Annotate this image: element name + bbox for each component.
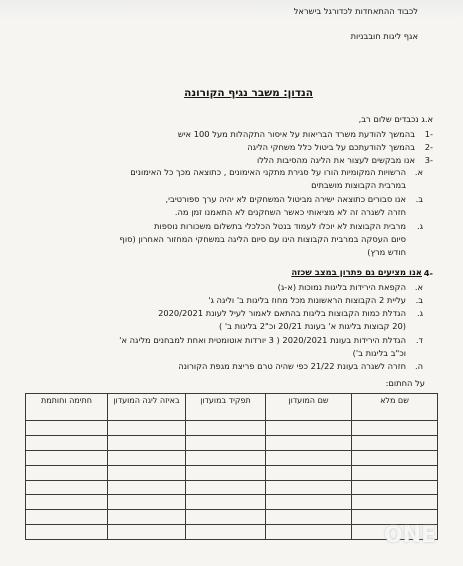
signature-cell: [26, 525, 108, 540]
greeting: א.ג נכבדים שלום רב,: [358, 114, 433, 124]
signature-row: [26, 465, 438, 480]
item-1-text: בהמשך להודעת משרד הבריאות על איסור התקהלות מעל 100 איש: [177, 129, 415, 139]
reason-a-line: במרבית הקבוצות מושבתים: [311, 180, 406, 190]
signature-cell: [108, 450, 186, 465]
signature-cell: [266, 480, 352, 495]
signature-row: [26, 435, 438, 450]
column-header: באיזה ליגה המועדון: [108, 394, 186, 421]
signature-cell: [186, 480, 266, 495]
reason-b-line: חזרה לשגרה זה לא מציאותי כאשר השחקנים לא התאמנו זמן מה.: [174, 207, 406, 217]
signature-cell: [352, 465, 438, 480]
reason-c-line: סיום העסקה במרבית הקבוצות הינו עם סיום הליגה במשחקי המחזור האחרון (סוף: [119, 234, 406, 244]
signature-cell: [266, 435, 352, 450]
signature-cell: [108, 495, 186, 510]
column-header: תפקיד במועדון: [186, 394, 266, 421]
section-4-title: אנו מציעים גם פתרון במצב שכזה: [291, 268, 422, 278]
item-3-number: -3: [424, 155, 433, 165]
reason-c-line: חודש מרץ): [367, 247, 406, 257]
proposal-b-letter: ב.: [415, 295, 423, 305]
signature-cell: [186, 510, 266, 525]
recipient-line: לכבוד ההתאחדות לכדורגל בישראל: [293, 6, 418, 16]
signature-row: [26, 480, 438, 495]
signature-row: [26, 421, 438, 436]
signature-cell: [186, 421, 266, 436]
signature-cell: [266, 525, 352, 540]
section-4-number: -4: [423, 268, 433, 278]
watermark-logo: ONE: [384, 523, 437, 548]
column-header: חתימה וחותמת: [26, 394, 108, 421]
signature-cell: [186, 465, 266, 480]
signature-cell: [352, 450, 438, 465]
signature-cell: [352, 480, 438, 495]
reason-c-line: מרבית הקבוצות לא יוכלו לעמוד בנטל הכלכלי בתשלום משכורות נוספות: [154, 221, 406, 231]
proposal-a-letter: א.: [414, 282, 423, 292]
reason-a-letter: א.: [414, 167, 423, 177]
signature-cell: [266, 495, 352, 510]
department-line: אגף ליגות חובבניות: [350, 31, 418, 41]
signature-cell: [108, 435, 186, 450]
signature-cell: [26, 450, 108, 465]
column-header: שם מלא: [352, 394, 438, 421]
signature-row: [26, 510, 438, 525]
signature-cell: [26, 465, 108, 480]
signature-cell: [352, 495, 438, 510]
proposal-e-letter: ה.: [414, 361, 423, 371]
signature-cell: [26, 435, 108, 450]
signature-table: [25, 393, 438, 540]
item-2-number: -2: [424, 142, 433, 152]
signature-cell: [108, 465, 186, 480]
signature-cell: [26, 510, 108, 525]
signature-cell: [266, 450, 352, 465]
signature-cell: [186, 435, 266, 450]
proposal-d-line: הגדלת הירידות בעונת 2020/2021 ( 3 יורדות אוטומטית ואחת למבחנים מליגה א': [119, 335, 406, 345]
signature-row: [26, 525, 438, 540]
signature-cell: [108, 421, 186, 436]
reason-c-letter: ג.: [416, 221, 423, 231]
signature-cell: [26, 480, 108, 495]
item-2-text: בהמשך להודעתכם על ביטול כלל משחקי הליגה: [247, 142, 415, 152]
proposal-a-line: הקפאת הירידות בליגות נמוכות (א-ג): [277, 282, 406, 292]
signature-cell: [186, 450, 266, 465]
signature-cell: [108, 510, 186, 525]
signature-cell: [266, 510, 352, 525]
proposal-e-line: חזרה לשגרה בעונת 21/22 כפי שהיה טרם פריצת מגפת הקורונה: [178, 361, 406, 371]
signature-cell: [266, 421, 352, 436]
signature-cell: [186, 495, 266, 510]
signature-cell: [108, 525, 186, 540]
subject-line: הנדון: משבר נגיף הקורונה: [184, 87, 313, 99]
signature-cell: [186, 525, 266, 540]
proposal-c-line: הגדלת כמות הקבוצות בליגות בהתאם לאמור לעיל לעונת 2020/2021: [158, 308, 406, 318]
signature-cell: [352, 421, 438, 436]
signature-cell: [352, 435, 438, 450]
column-header: שם המועדון: [266, 394, 352, 421]
signature-header-row: [26, 394, 438, 421]
proposal-d-line: וכ"ב בליגות ב'): [352, 348, 406, 358]
proposal-b-line: עליית 2 הקבוצות הראשונות מכל מחוז בליגות ב' וליגה ג': [208, 295, 406, 305]
signatures-label: על החתום:: [385, 378, 425, 388]
proposal-d-letter: ד.: [415, 335, 423, 345]
item-1-number: -1: [424, 129, 433, 139]
signature-cell: [26, 421, 108, 436]
signature-row: [26, 495, 438, 510]
reason-a-line: הרשויות המקומיות הורו על סגירת מתקני האימונים , כתוצאה מכך כל האימונים: [130, 167, 406, 177]
signature-cell: [26, 495, 108, 510]
signature-row: [26, 450, 438, 465]
item-3-text: אנו מבקשים לעצור את הליגה מהסיבות הללו: [256, 155, 415, 165]
proposal-c-line: (20 קבוצות בליגות א' בעונת 20/21 וכ"2 בליגות ב' ): [219, 321, 406, 331]
signature-cell: [108, 480, 186, 495]
signature-cell: [266, 465, 352, 480]
reason-b-letter: ב.: [415, 194, 423, 204]
reason-b-line: אנו סבורים כתוצאה ישירה מביטול המשחקים לא יהיה ערך ספורטיבי,: [165, 194, 406, 204]
proposal-c-letter: ג.: [416, 308, 423, 318]
